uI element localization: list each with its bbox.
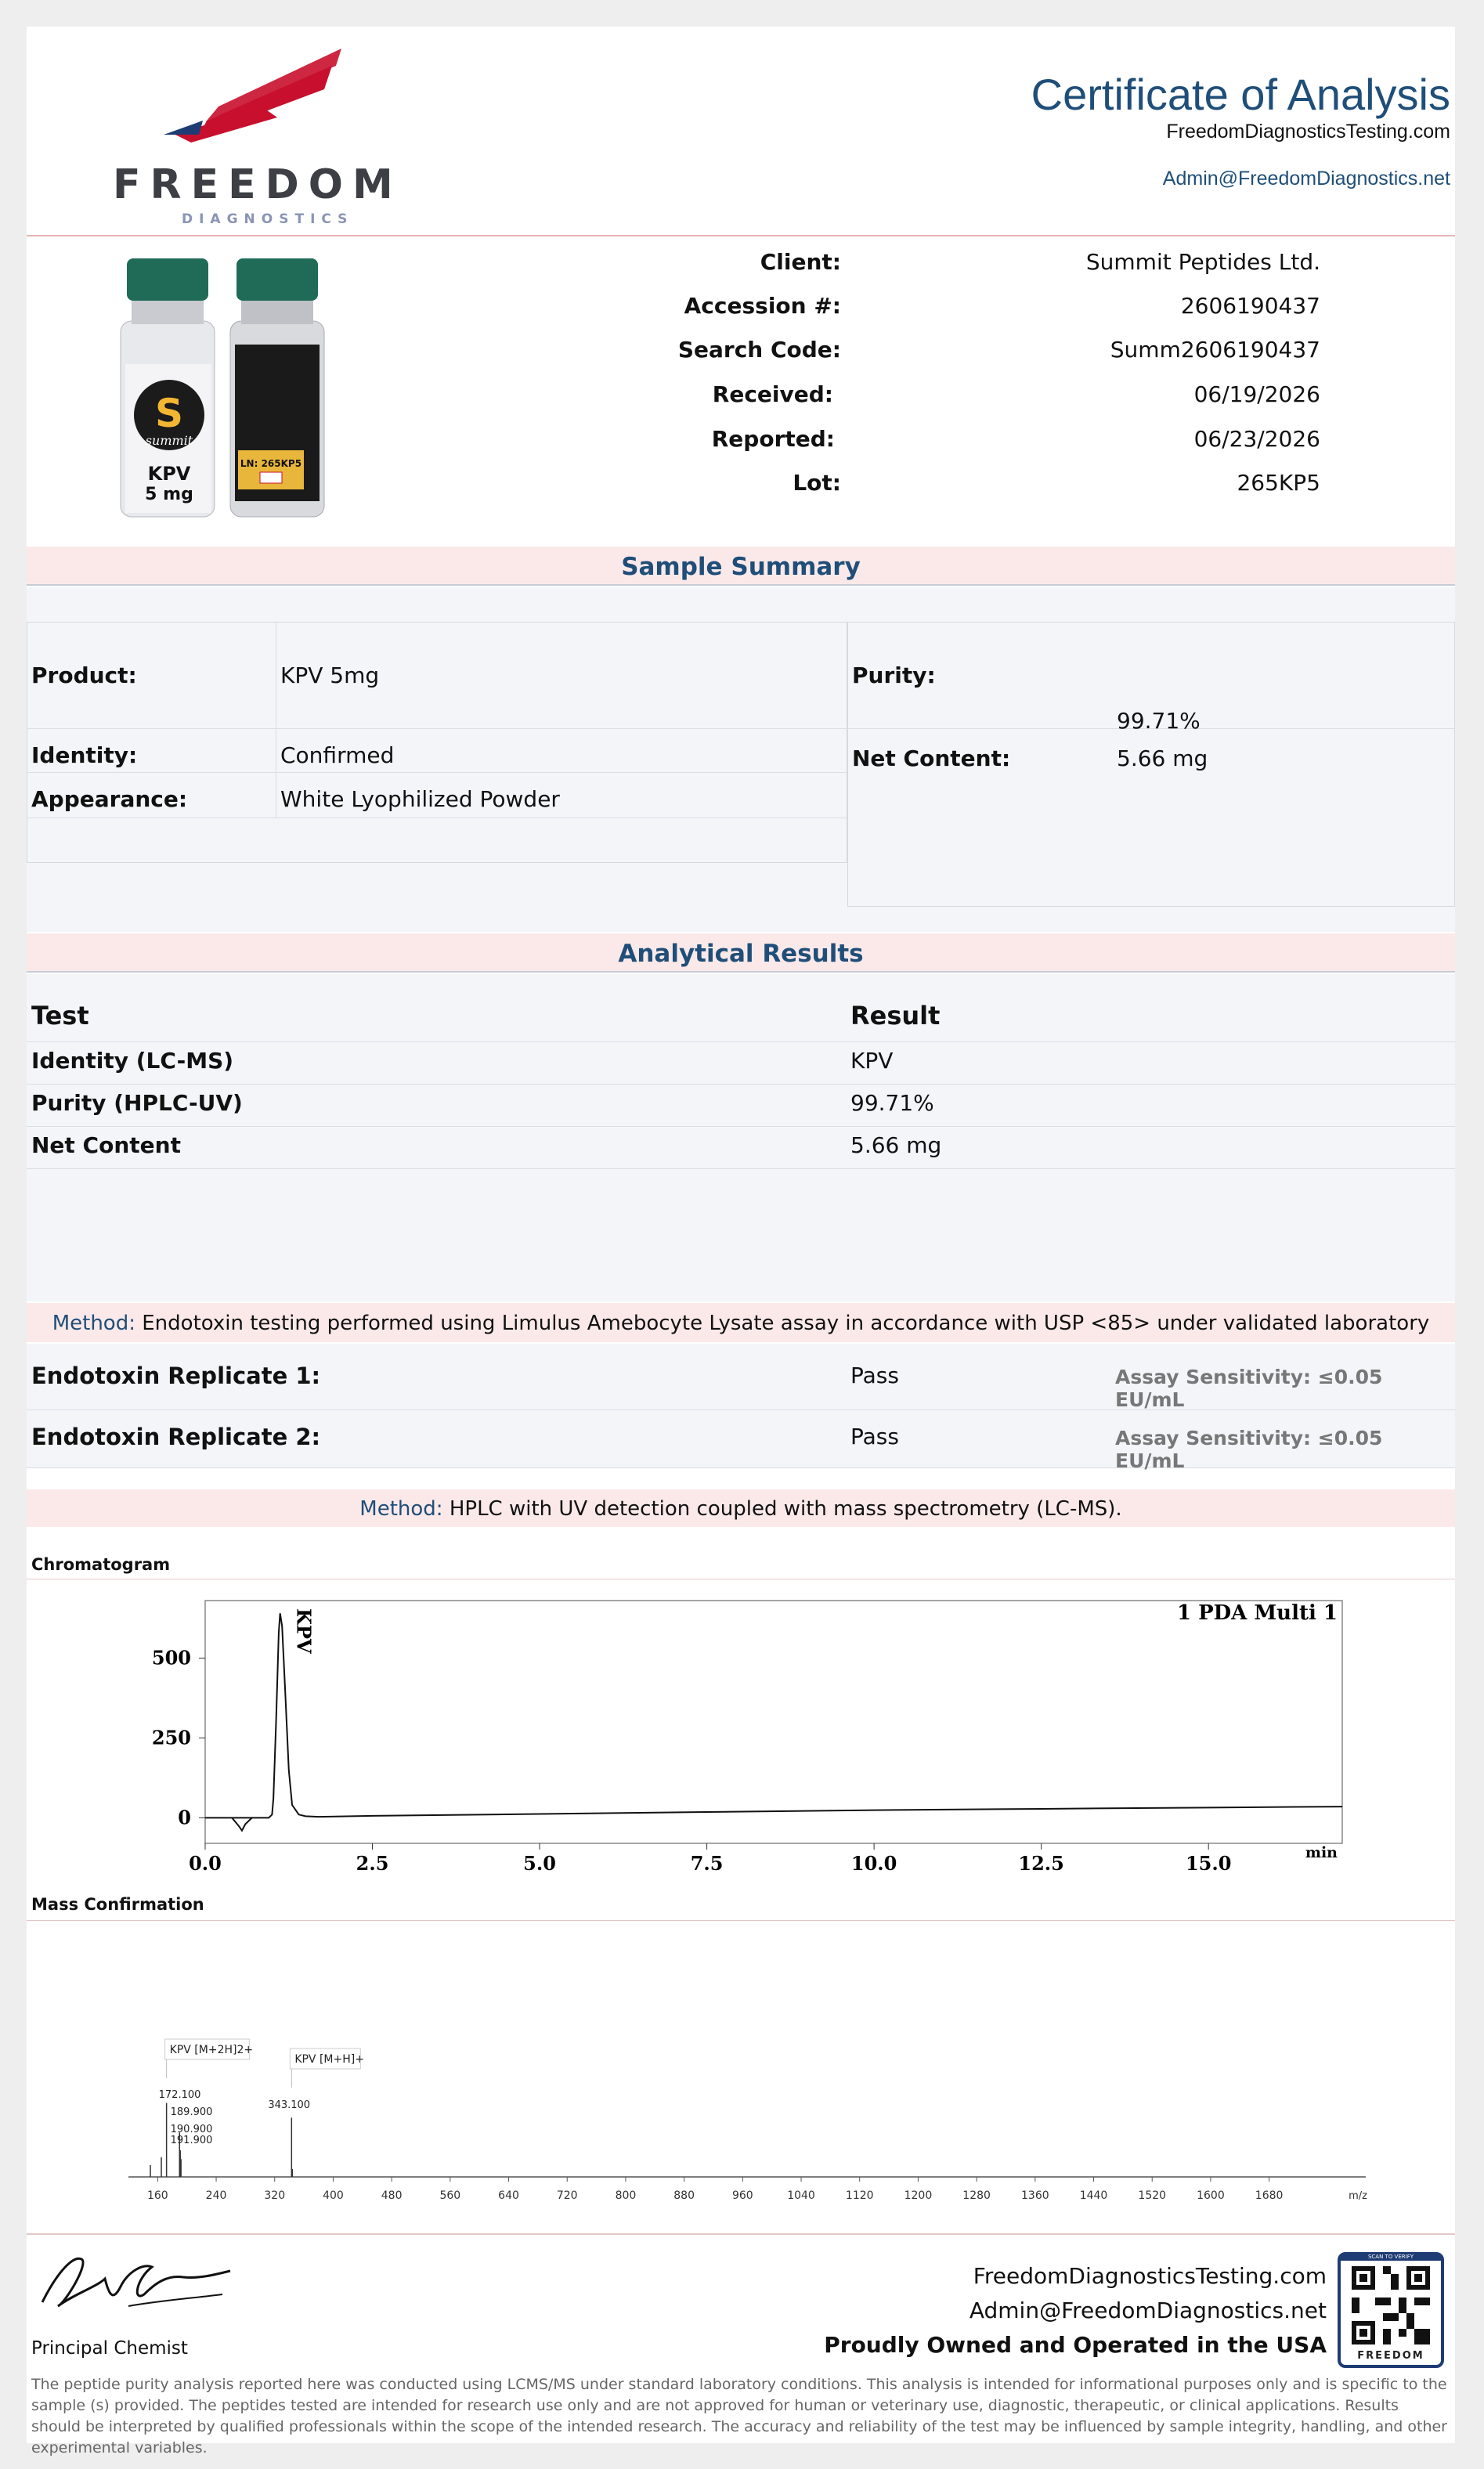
x-tick-label: 480 — [381, 2189, 403, 2202]
table-row-test: Identity (LC-MS) — [31, 1048, 234, 1074]
chromatogram-trace — [205, 1613, 1342, 1817]
assay-sensitivity: Assay Sensitivity: ≤0.05 EU/mL — [1115, 1366, 1383, 1411]
vial-brand: summit — [145, 433, 193, 448]
x-tick-label: 240 — [205, 2189, 227, 2202]
analytical-results-heading: Analytical Results — [27, 933, 1455, 973]
table-row-result: 5.66 mg — [850, 1132, 942, 1158]
endotoxin-replicate-result: Pass — [850, 1363, 899, 1388]
vial-lot-tag: LN: 265KP5 — [240, 458, 302, 469]
client-label: Client: — [760, 249, 841, 275]
footer-tagline: Proudly Owned and Operated in the USA — [824, 2332, 1327, 2358]
x-tick-label: 2.5 — [356, 1852, 389, 1875]
brand-name: FREEDOM — [113, 161, 403, 208]
brand-sub: DIAGNOSTICS — [182, 211, 354, 227]
peak-mz-label: 191.900 — [170, 2135, 213, 2147]
peak-mz-label: 190.900 — [170, 2124, 213, 2136]
x-tick-label: 1360 — [1021, 2189, 1049, 2202]
accession-label: Accession #: — [684, 293, 841, 319]
qr-label: FREEDOM — [1357, 2350, 1424, 2362]
received-label: Received: — [712, 381, 833, 407]
x-tick-label: 0.0 — [189, 1852, 222, 1875]
table-row-result: KPV — [850, 1048, 894, 1074]
peak-mz-label: 189.900 — [170, 2106, 213, 2119]
product-value: KPV 5mg — [280, 662, 380, 688]
table-row-test: Net Content — [31, 1132, 181, 1158]
assay-sensitivity: Assay Sensitivity: ≤0.05 EU/mL — [1115, 1427, 1383, 1472]
x-tick-label: 1040 — [787, 2189, 815, 2202]
mass-confirmation-heading: Mass Confirmation — [31, 1895, 204, 1914]
endotoxin-replicate-result: Pass — [850, 1424, 899, 1449]
x-tick-label: 160 — [146, 2189, 168, 2202]
identity-label: Identity: — [31, 742, 138, 768]
summary-left-table — [27, 622, 847, 863]
x-tick-label: 1200 — [904, 2189, 933, 2202]
y-tick-label: 250 — [151, 1726, 191, 1749]
appearance-label: Appearance: — [31, 786, 188, 812]
peak-label: KPV — [292, 1608, 316, 1654]
x-tick-label: 1600 — [1197, 2189, 1225, 2202]
sample-summary-heading: Sample Summary — [27, 547, 1455, 586]
reported-label: Reported: — [711, 426, 835, 452]
header-divider — [27, 235, 1455, 236]
x-tick-label: 320 — [264, 2189, 286, 2202]
x-axis-label: min — [1305, 1844, 1338, 1861]
header-website: FreedomDiagnosticsTesting.com — [1166, 121, 1450, 143]
plot-frame — [205, 1601, 1342, 1843]
appearance-value: White Lyophilized Powder — [280, 786, 560, 812]
x-axis-label: m/z — [1349, 2190, 1367, 2202]
product-label: Product: — [31, 662, 137, 688]
search-code-value: Summ2606190437 — [1110, 337, 1320, 363]
table-row-result: 99.71% — [850, 1090, 934, 1116]
x-tick-label: 800 — [615, 2189, 637, 2202]
method-label: Method: — [52, 1312, 135, 1335]
x-tick-label: 880 — [673, 2189, 695, 2202]
chart-title: 1 PDA Multi 1 — [1176, 1601, 1338, 1625]
x-tick-label: 1520 — [1138, 2189, 1167, 2202]
peak-mz-label: 172.100 — [158, 2089, 201, 2102]
x-tick-label: 720 — [556, 2189, 578, 2202]
vial-product: KPV — [147, 463, 191, 485]
chromatogram-heading: Chromatogram — [31, 1555, 171, 1574]
x-tick-label: 640 — [498, 2189, 519, 2202]
signer-title: Principal Chemist — [31, 2338, 188, 2359]
freedom-logo — [89, 42, 403, 230]
hplc-method — [27, 1489, 1455, 1527]
mass-spectrum-chart — [27, 1922, 1455, 2219]
reported-value: 06/23/2026 — [1193, 426, 1320, 452]
x-tick-label: 7.5 — [690, 1852, 724, 1875]
x-tick-label: 10.0 — [850, 1852, 897, 1875]
signature — [34, 2240, 238, 2318]
x-tick-label: 1280 — [962, 2189, 991, 2202]
lot-label: Lot: — [793, 470, 841, 496]
footer-divider — [27, 2233, 1455, 2235]
disclaimer-text: The peptide purity analysis reported here was conducted using LCMS/MS under standard laboratory conditions. This analysis is intended for informational purposes only and is specific to the sample (s) provided. The peptides tested are intended for research use only and are not approved for human or veterinary use, diagnostic, therapeutic, or clinical applications. Results should be interpreted by qualified professionals within the scope of the intended research. The accuracy and reliability of the test may be influenced by sample integrity, handling, and other experimental variables. — [31, 2376, 1447, 2456]
x-tick-label: 5.0 — [523, 1852, 556, 1875]
x-tick-label: 1680 — [1255, 2189, 1284, 2202]
lot-value: 265KP5 — [1237, 470, 1320, 496]
x-tick-label: 960 — [731, 2189, 753, 2202]
endotoxin-replicate-name: Endotoxin Replicate 2: — [31, 1424, 321, 1450]
qr-icon — [1352, 2266, 1430, 2344]
method-text: Endotoxin testing performed using Limulus Amebocyte Lysate assay in accordance with USP <85> under validated laboratory — [142, 1312, 1430, 1335]
chromatogram-chart — [27, 1585, 1455, 1890]
endotoxin-method — [27, 1303, 1455, 1342]
footer-email: Admin@FreedomDiagnostics.net — [969, 2298, 1327, 2323]
col-test-header: Test — [31, 1001, 89, 1031]
x-tick-label: 15.0 — [1185, 1852, 1232, 1875]
qr-top-label: SCAN TO VERIFY — [1341, 2254, 1441, 2261]
accession-value: 2606190437 — [1180, 293, 1320, 319]
received-value: 06/19/2026 — [1193, 381, 1320, 407]
peak-mz-label: 343.100 — [268, 2099, 311, 2111]
table-row-test: Purity (HPLC-UV) — [31, 1090, 243, 1116]
footer-website: FreedomDiagnosticsTesting.com — [973, 2263, 1327, 2289]
verify-qr-code[interactable] — [1338, 2252, 1444, 2368]
search-code-label: Search Code: — [677, 337, 841, 363]
client-value: Summit Peptides Ltd. — [1085, 249, 1320, 275]
peak-callout: KPV [M+H]+ — [294, 2053, 364, 2066]
x-tick-label: 1440 — [1079, 2189, 1108, 2202]
x-tick-label: 560 — [439, 2189, 461, 2202]
method-text: HPLC with UV detection coupled with mass spectrometry (LC-MS). — [449, 1497, 1122, 1521]
flag-wings-icon — [89, 42, 387, 144]
method-label: Method: — [359, 1497, 443, 1521]
page-title: Certificate of Analysis — [1031, 70, 1450, 119]
svg-text:S: S — [154, 391, 184, 436]
analytical-results-area — [27, 974, 1455, 1301]
x-tick-label: 12.5 — [1018, 1852, 1064, 1875]
net-content-value: 5.66 mg — [1117, 745, 1208, 771]
baseline-dip — [232, 1817, 252, 1830]
col-result-header: Result — [850, 1001, 941, 1031]
peak-callout: KPV [M+2H]2+ — [169, 2044, 254, 2056]
purity-label: Purity: — [852, 662, 936, 688]
certificate-page — [27, 27, 1455, 2456]
y-tick-label: 500 — [151, 1646, 191, 1669]
endotoxin-replicate-name: Endotoxin Replicate 1: — [31, 1363, 321, 1389]
purity-value: 99.71% — [1117, 708, 1201, 734]
identity-value: Confirmed — [280, 742, 395, 768]
product-vials-photo — [105, 258, 340, 525]
x-tick-label: 400 — [323, 2189, 344, 2202]
net-content-label: Net Content: — [852, 745, 1011, 771]
y-tick-label: 0 — [178, 1806, 191, 1829]
header-email: Admin@FreedomDiagnostics.net — [1162, 168, 1450, 190]
vial-dose: 5 mg — [145, 485, 193, 504]
x-tick-label: 1120 — [845, 2189, 874, 2202]
